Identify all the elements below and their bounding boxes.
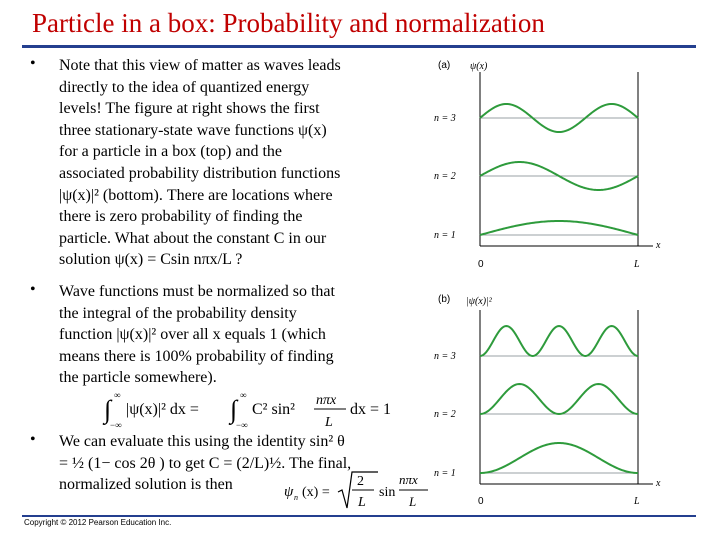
figure-b-ylabel: |ψ(x)|² xyxy=(466,296,492,307)
bullet-1-line: for a particle in a box (top) and the xyxy=(59,143,283,161)
bullet-3-line: normalized solution is then xyxy=(59,476,233,494)
figure-b-level-n2: n = 2 xyxy=(434,409,456,420)
figure-a-ylabel: ψ(x) xyxy=(470,61,488,72)
footer-rule xyxy=(22,515,696,517)
figure-a-xlabel: x xyxy=(656,240,661,251)
bullet-2-text xyxy=(59,281,419,389)
figure-a-level-n3: n = 3 xyxy=(434,113,456,124)
panel-label-b: (b) xyxy=(438,294,451,305)
slide-title: Particle in a box: Probability and normalization xyxy=(32,8,545,38)
figure-a-level-n1: n = 1 xyxy=(434,230,456,241)
lower-limit-2: −∞ xyxy=(236,420,248,430)
figure-b-L: L xyxy=(634,496,640,507)
bullet-2-line: function |ψ(x)|² over all x equals 1 (which xyxy=(59,326,326,344)
figure-b-level-n3: n = 3 xyxy=(434,351,456,362)
figure-b-curve-n2 xyxy=(480,384,638,414)
integral-sign-2: ∫ xyxy=(230,395,238,424)
bullet-marker-2: • xyxy=(30,281,36,298)
bullet-1-line: three stationary-state wave functions ψ(x) xyxy=(59,121,327,139)
bullet-1-line: directly to the idea of quantized energy xyxy=(59,78,310,96)
figure-b-xlabel: x xyxy=(656,478,661,489)
bullet-1-line: associated probability distribution functions xyxy=(59,164,341,182)
bullet-2-line: Wave functions must be normalized so that xyxy=(59,283,335,300)
bullet-marker-1: • xyxy=(30,55,36,72)
upper-limit: ∞ xyxy=(114,390,121,400)
bullet-1-line: there is zero probability of finding the xyxy=(59,208,303,226)
title-underline xyxy=(22,45,696,48)
figure-b-curve-n1 xyxy=(480,443,638,473)
equation-tail: dx = 1 xyxy=(350,401,392,418)
bullet-1-text xyxy=(59,55,419,271)
bullet-3-line: We can evaluate this using the identity sin² θ xyxy=(59,433,345,450)
figure-b-probability xyxy=(428,288,668,510)
figure-a-L: L xyxy=(634,259,640,270)
copyright-footer: Copyright © 2012 Pearson Education Inc. xyxy=(24,518,172,527)
integrand: |ψ(x)|² dx = xyxy=(126,401,199,418)
bullet-2-line: means there is 100% probability of finding xyxy=(59,347,334,365)
root-denominator: L xyxy=(358,495,366,510)
sin-function: sin xyxy=(379,485,396,500)
figure-a-origin: 0 xyxy=(478,259,484,270)
solution-frac-denominator: L xyxy=(409,494,417,509)
bullet-1-line: |ψ(x)|² (bottom). There are locations where xyxy=(59,186,333,204)
lower-limit: −∞ xyxy=(110,420,122,430)
figure-a-level-n2: n = 2 xyxy=(434,171,456,182)
rhs-term: C² sin² xyxy=(252,401,295,418)
upper-limit-2: ∞ xyxy=(240,390,247,400)
figure-b-origin: 0 xyxy=(478,496,484,507)
normalization-equation xyxy=(100,388,400,432)
integral-sign: ∫ xyxy=(104,395,112,424)
figure-a-curve-n1 xyxy=(480,221,638,235)
psi-subscript: n xyxy=(294,493,298,502)
bullet-marker-3: • xyxy=(30,431,36,448)
bullet-1-line: Note that this view of matter as waves leads xyxy=(59,57,341,74)
bullet-1-line: levels! The figure at right shows the first xyxy=(59,100,320,118)
psi-argument: (x) = xyxy=(302,485,330,500)
solution-equation xyxy=(282,468,432,514)
bullet-3-line: = ½ (1− cos 2θ ) to get C = (2/L)½. The final, xyxy=(59,454,352,472)
bullet-1-line: particle. What about the constant C in our xyxy=(59,229,327,247)
figure-b-curve-n3 xyxy=(480,326,638,356)
figure-a-wavefunctions xyxy=(428,54,668,274)
psi-symbol: ψ xyxy=(284,484,294,500)
solution-frac-numerator: nπx xyxy=(399,472,418,487)
figure-b-level-n1: n = 1 xyxy=(434,468,456,479)
fraction-denominator: L xyxy=(325,415,333,430)
fraction-numerator: nπx xyxy=(316,393,337,408)
bullet-2-line: the integral of the probability density xyxy=(59,304,297,322)
bullet-1-line: solution ψ(x) = Csin nπx/L ? xyxy=(59,251,243,269)
panel-label-a: (a) xyxy=(438,60,451,71)
bullet-2-line: the particle somewhere). xyxy=(59,369,217,387)
root-numerator: 2 xyxy=(357,474,364,489)
